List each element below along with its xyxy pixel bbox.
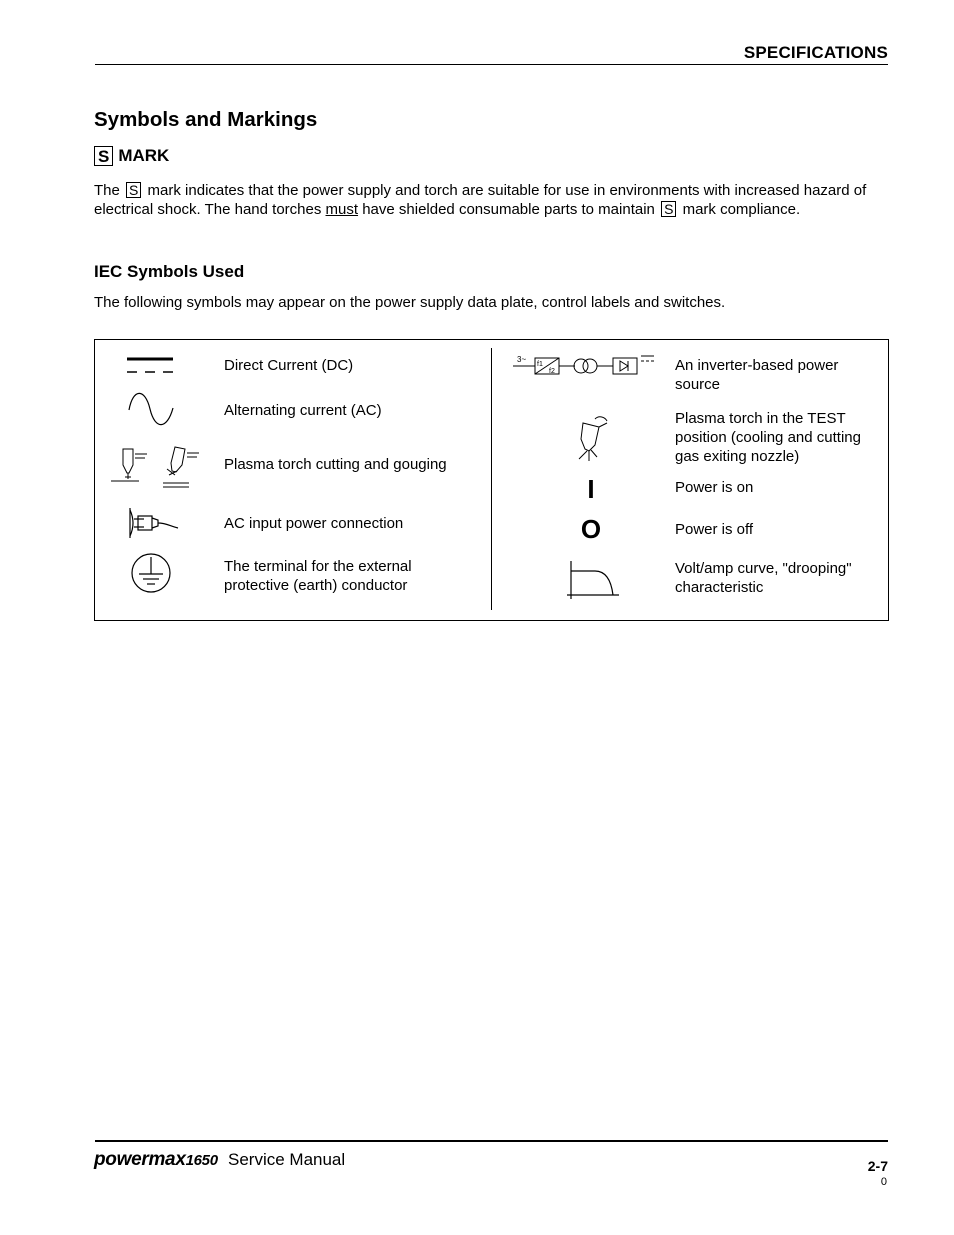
symbol-label-ac-input: AC input power connection xyxy=(224,515,404,532)
symbol-label-drooping-curve: Volt/amp curve, "drooping" characteristic xyxy=(675,560,852,596)
s-mark-inline-box: S xyxy=(126,182,141,198)
brand-model: 1650 xyxy=(185,1152,218,1169)
plasma-torch-icon xyxy=(109,445,205,489)
torch-test-icon xyxy=(573,413,615,465)
symbol-label-power-off: Power is off xyxy=(675,521,754,538)
revision-number: 0 xyxy=(880,1176,887,1188)
brand-name: powermax xyxy=(94,1149,186,1170)
brand-logo xyxy=(94,1149,218,1171)
s-mark-text-2: mark indicates that the power supply and torch are suitable for use in environments with increased hazard of electrical shock. The hand torches xyxy=(94,182,867,218)
s-mark-heading-text: MARK xyxy=(118,146,170,165)
symbol-label-inverter: An inverter-based power source xyxy=(675,357,839,393)
s-mark-underlined-word: must xyxy=(325,201,359,218)
power-off-icon: O xyxy=(580,514,602,544)
iec-heading: IEC Symbols Used xyxy=(94,262,245,281)
symbol-label-earth: The terminal for the external protective (earth) conductor xyxy=(224,558,412,594)
ac-sine-icon xyxy=(127,392,175,426)
symbol-label-power-on: Power is on xyxy=(675,479,754,496)
inverter-icon xyxy=(513,352,659,380)
symbols-table xyxy=(94,339,889,621)
page-title: Symbols and Markings xyxy=(94,108,318,131)
symbol-label-dc: Direct Current (DC) xyxy=(224,357,354,374)
symbol-label-plasma-torch: Plasma torch cutting and gouging xyxy=(224,456,447,473)
s-mark-text-4: mark compliance. xyxy=(682,201,801,218)
dc-icon xyxy=(125,355,175,377)
footer-rule xyxy=(95,1140,888,1142)
s-mark-text-3: have shielded consumable parts to maintain xyxy=(362,201,655,218)
symbol-label-ac: Alternating current (AC) xyxy=(224,402,382,419)
manual-title: Service Manual xyxy=(228,1150,346,1169)
column-divider xyxy=(491,348,492,610)
inverter-f1-text: f1 xyxy=(537,361,543,368)
s-mark-inline-box: S xyxy=(661,201,676,217)
s-mark-paragraph xyxy=(94,181,894,219)
s-mark-text-1: The xyxy=(94,182,120,199)
s-mark-heading xyxy=(94,146,169,166)
drooping-curve-icon xyxy=(565,559,621,601)
inverter-f2-text: f2 xyxy=(549,368,555,375)
section-title: SPECIFICATIONS xyxy=(743,43,888,62)
ac-plug-icon xyxy=(128,506,180,540)
iec-intro: The following symbols may appear on the power supply data plate, control labels and switches. xyxy=(94,294,726,311)
power-on-icon: I xyxy=(587,474,595,504)
earth-ground-icon xyxy=(130,552,172,594)
header-rule xyxy=(95,64,888,65)
s-mark-box: S xyxy=(94,146,113,166)
inverter-phase-text: 3~ xyxy=(517,355,527,364)
page-number: 2-7 xyxy=(867,1158,888,1174)
symbol-label-torch-test: Plasma torch in the TEST position (cooling and cutting gas exiting nozzle) xyxy=(675,410,861,465)
